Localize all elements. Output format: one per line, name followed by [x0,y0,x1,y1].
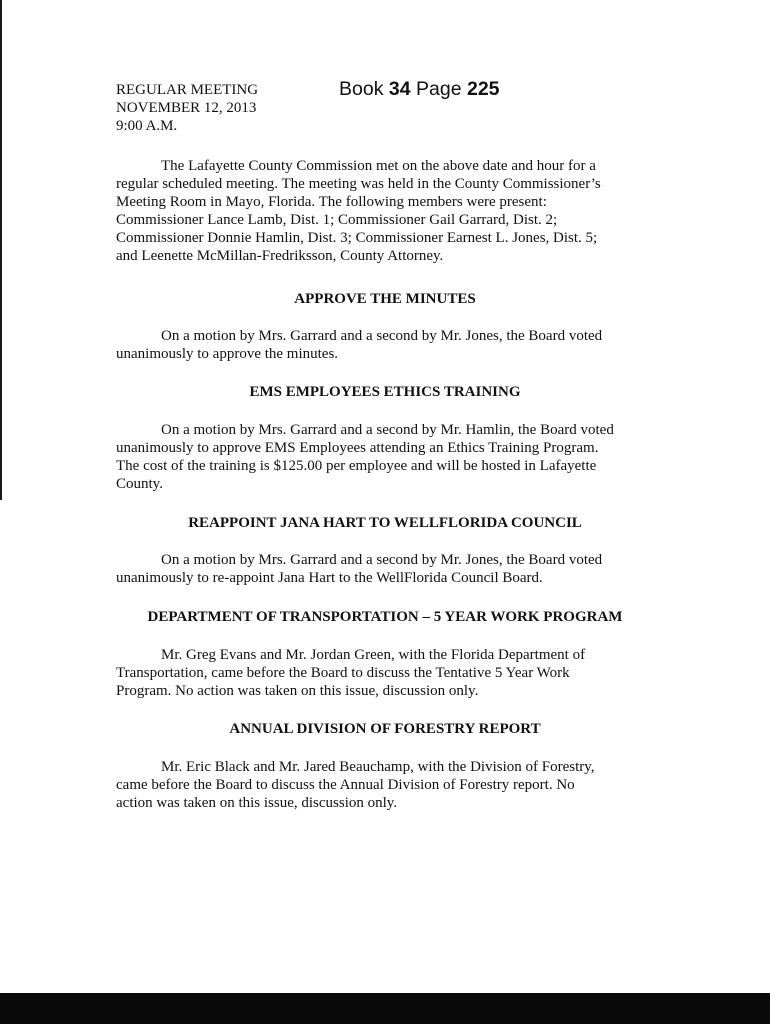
paragraph-line: The Lafayette County Commission met on the above date and hour for a [161,158,596,174]
paragraph-line: came before the Board to discuss the Annual Division of Forestry report. No [116,777,575,793]
paragraph-line: regular scheduled meeting. The meeting was held in the County Commissioner’s [116,176,601,192]
paragraph-line: Transportation, came before the Board to discuss the Tentative 5 Year Work [116,665,570,681]
paragraph-line: and Leenette McMillan-Fredriksson, County Attorney. [116,248,444,264]
section-heading-dot-work-program: DEPARTMENT OF TRANSPORTATION – 5 YEAR WORK PROGRAM [147,609,623,625]
meeting-time: 9:00 A.M. [116,118,178,134]
section-paragraph-ems-ethics-training [116,421,661,493]
paragraph-line: unanimously to approve EMS Employees attending an Ethics Training Program. [116,440,599,456]
page-number: 225 [466,78,500,100]
section-heading-approve-minutes: APPROVE THE MINUTES [294,291,476,307]
meeting-header [116,81,258,135]
meeting-type: REGULAR MEETING [116,82,259,98]
paragraph-line: Commissioner Lance Lamb, Dist. 1; Commissioner Gail Garrard, Dist. 2; [116,212,558,228]
paragraph-line: unanimously to approve the minutes. [116,346,339,362]
paragraph-line: The cost of the training is $125.00 per employee and will be hosted in Lafayette [116,458,597,474]
paragraph-line: Mr. Greg Evans and Mr. Jordan Green, with the Florida Department of [161,647,586,663]
book-number: 34 [388,78,411,100]
paragraph-line: Program. No action was taken on this issue, discussion only. [116,683,479,699]
paragraph-line: unanimously to re-appoint Jana Hart to the WellFlorida Council Board. [116,570,543,586]
intro-paragraph [116,157,661,265]
section-paragraph-reappoint-jana-hart [116,551,661,587]
meeting-date: NOVEMBER 12, 2013 [116,100,257,116]
section-paragraph-dot-work-program [116,646,661,700]
section-paragraph-forestry-report [116,758,661,812]
section-paragraph-approve-minutes [116,327,661,363]
paragraph-line: On a motion by Mrs. Garrard and a second by Mr. Jones, the Board voted [161,552,603,568]
book-label: Book [339,78,384,100]
paragraph-line: Meeting Room in Mayo, Florida. The following members were present: [116,194,547,210]
section-heading-ems-ethics-training: EMS EMPLOYEES ETHICS TRAINING [249,384,521,400]
scan-edge-mark [0,0,2,500]
paragraph-line: Commissioner Donnie Hamlin, Dist. 3; Commissioner Earnest L. Jones, Dist. 5; [116,230,598,246]
paragraph-line: On a motion by Mrs. Garrard and a second by Mr. Jones, the Board voted [161,328,603,344]
scan-bottom-border [0,993,770,1024]
paragraph-line: action was taken on this issue, discussion only. [116,795,398,811]
paragraph-line: Mr. Eric Black and Mr. Jared Beauchamp, with the Division of Forestry, [161,759,595,775]
paragraph-line: On a motion by Mrs. Garrard and a second by Mr. Hamlin, the Board voted [161,422,614,438]
section-heading-forestry-report: ANNUAL DIVISION OF FORESTRY REPORT [229,721,541,737]
section-heading-reappoint-jana-hart: REAPPOINT JANA HART TO WELLFLORIDA COUNCIL [188,515,582,531]
page-label: Page [416,78,462,100]
book-page-reference [339,78,500,101]
paragraph-line: County. [116,476,163,492]
